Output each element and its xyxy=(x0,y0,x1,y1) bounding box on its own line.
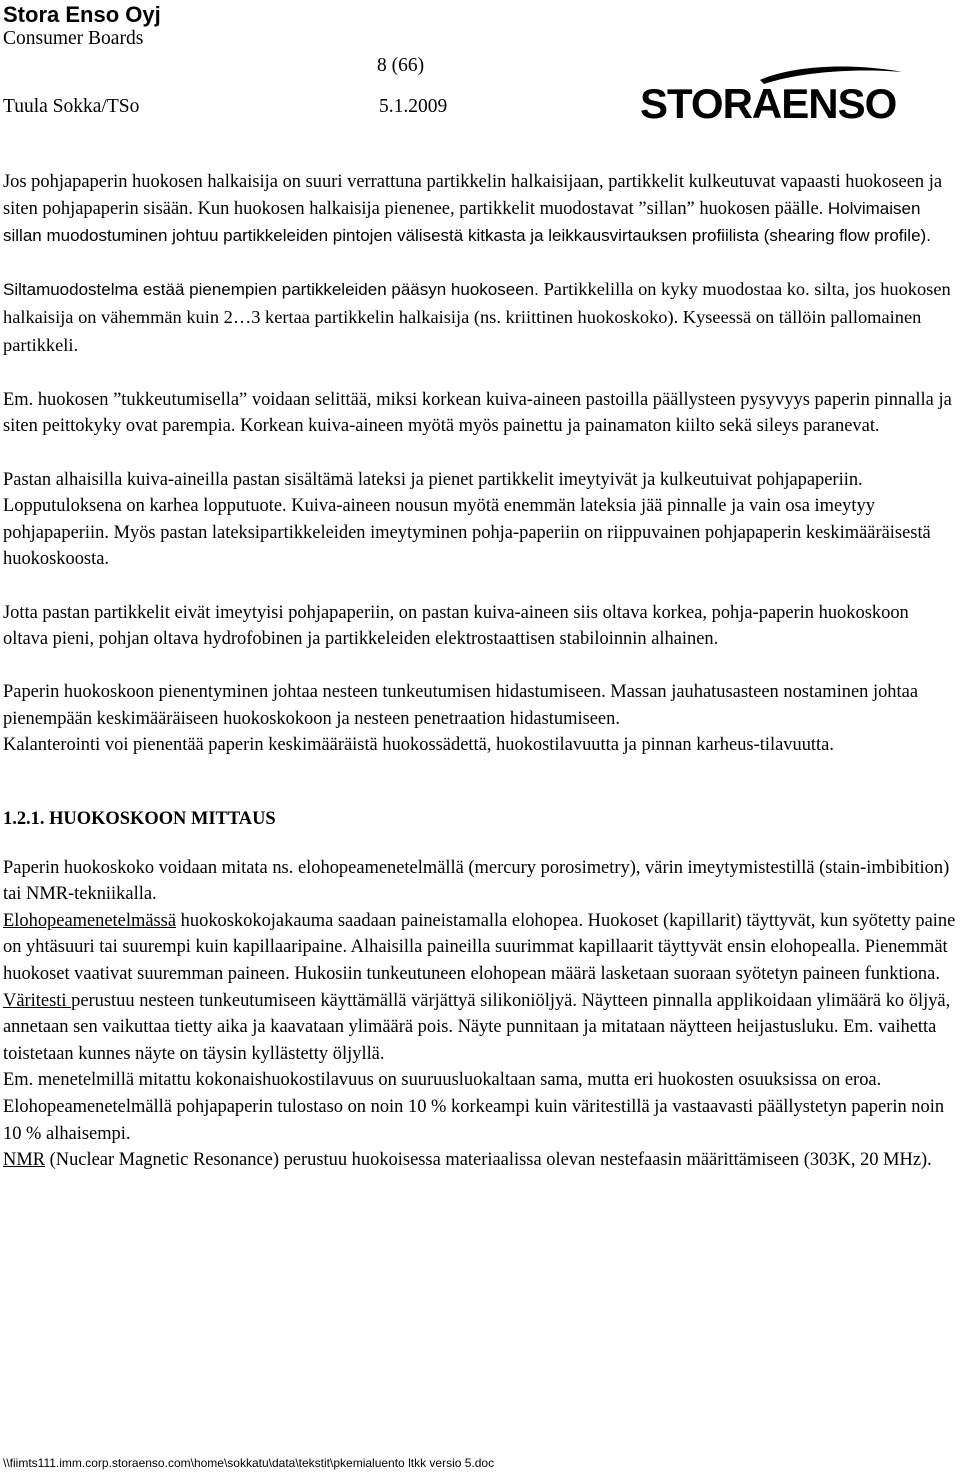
logo-graphic xyxy=(640,60,940,124)
mercury-text: huokoskokojakauma saadaan paineistamalla elohopea. Huokoset (kapillarit) täyttyvät, kun syötetty paine on yhtäsuuri tai suurempi kuin kapillaaripaine. Alhaisilla paineilla suurimmat kapillaarit täyttyvät ensin elohopealla. Pienemmät huokoset vaativat suuremman paineen. Hukosiin tunkeutuneen elohopean määrä lasketaan suoraan syötetyn paineen funktiona. xyxy=(3,909,956,984)
paragraph-2-text-a: Siltamuodostelma estää pienempien partikkeleiden pääsyn huokoseen. xyxy=(3,280,539,300)
footer-file-path: \\fiimts111.imm.corp.storaenso.com\home\sokkatu\data\tekstit\pkemialuento ltkk versio 5.doc xyxy=(3,1456,495,1470)
paragraph-1-text-b: Holvimaisen sillan muodostuminen johtuu partikkeleiden pintojen välisestä kitkasta ja leikkausvirtauksen profiilista (shearing flow profile). xyxy=(3,198,931,246)
stain-paragraph xyxy=(3,987,958,1067)
paragraph-7: Kalanterointi voi pienentää paperin keskimääräistä huokossädettä, huokostilavuutta ja pinnan karheus-tilavuutta. xyxy=(3,734,834,755)
nmr-term: NMR xyxy=(3,1149,46,1170)
paragraph-6: Paperin huokoskoon pienentyminen johtaa nesteen tunkeutumisen hidastumiseen. Massan jauhatusasteen nostaminen johtaa pienempään keskimääräiseen huokoskokoon ja nesteen penetraation hidastumiseen. xyxy=(3,681,919,728)
comparison-paragraph: Em. menetelmillä mitattu kokonaishuokostilavuus on suuruusluokaltaan sama, mutta eri huokosten osuuksissa on eroa. Elohopeamenetelmällä pohjapaperin tulostaso on noin 10 % korkeampi kuin väritestillä ja vastaavasti päällystetyn paperin noin 10 % alhaisempi. xyxy=(3,1069,945,1143)
mercury-term: Elohopeamenetelmässä xyxy=(3,909,177,930)
paragraph-3: Em. huokosen ”tukkeutumisella” voidaan selittää, miksi korkean kuiva-aineen pastoilla päällysteen pysyvyys paperin pinnalla ja siten peittokyky ovat parempia. Korkean kuiva-aineen myötä myös painettu ja painamaton kiilto sekä sileys paranevat. xyxy=(3,388,952,436)
stora-enso-logo xyxy=(640,60,940,124)
nmr-text: (Nuclear Magnetic Resonance) perustuu huokoisessa materiaalissa olevan nestefaasin määrittämiseen (303K, 20 MHz). xyxy=(45,1149,932,1170)
nmr-paragraph xyxy=(3,1146,958,1173)
paragraph-4: Pastan alhaisilla kuiva-aineilla pastan sisältämä lateksi ja pienet partikkelit imeytyivät ja kulkeutuivat pohjapaperiin. Lopputuloksena on karhea lopputuote. Kuiva-aineen nousun myötä enemmän lateksia jää pinnalle ja vain osa imeytyy pohjapaperiin. Myös pastan lateksipartikkeleiden imeytyminen pohja-paperiin on riippuvainen pohjapaperin keskimääräisestä huokoskoosta. xyxy=(3,468,931,569)
company-name: Stora Enso Oyj xyxy=(3,2,161,27)
logo-text: STORAENSO xyxy=(640,80,897,124)
mercury-paragraph xyxy=(3,907,958,987)
section-intro: Paperin huokoskoko voidaan mitata ns. elohopeamenetelmällä (mercury porosimetry), värin imeytymistestillä (stain-imbibition) tai NMR-tekniikalla. xyxy=(3,856,950,904)
document-body xyxy=(3,168,958,1173)
paragraph-1 xyxy=(3,168,958,250)
division-name: Consumer Boards xyxy=(3,28,144,49)
stain-term: Väritesti xyxy=(3,989,72,1010)
page-number: 8 (66) xyxy=(377,55,425,76)
section-heading: 1.2.1. HUOKOSKOON MITTAUS xyxy=(3,808,276,829)
author: Tuula Sokka/TSo xyxy=(3,96,140,117)
paragraph-1-text-a: Jos pohjapaperin huokosen halkaisija on suuri verrattuna partikkelin halkaisijaan, partikkelit kulkeutuvat vapaasti huokoseen ja siten pohjapaperin sisään. Kun huokosen halkaisija pienenee, partikkelit muodostavat ”sillan” huokosen päälle. xyxy=(3,171,943,218)
document-date: 5.1.2009 xyxy=(379,96,448,117)
paragraph-2 xyxy=(3,276,958,359)
stain-text: perustuu nesteen tunkeutumiseen käyttämällä värjättyä silikoniöljyä. Näytteen pinnalla applikoidaan ylimäärä ko öljyä, annetaan sen vaikuttaa tietty aika ja kaavataan ylimäärä pois. Näyte punnitaan ja mitataan näytteen heijastusluku. Em. vaihetta toistetaan kunnes näyte on täysin kyllästetty öljyllä. xyxy=(3,989,951,1063)
paragraph-2-text-b: Partikkelilla on kyky muodostaa ko. silta, jos huokosen halkaisija on vähemmän kuin 2…3 kertaa partikkelin halkaisija (ns. kriittinen huokoskoko). Kyseessä on tällöin pallomainen partikkeli. xyxy=(3,279,951,355)
paragraph-5: Jotta pastan partikkelit eivät imeytyisi pohjapaperiin, on pastan kuiva-aineen siis oltava korkea, pohja-paperin huokoskoon oltava pieni, pohjan oltava hydrofobinen ja partikkeleiden elektrostaattisen stabiloinnin alhainen. xyxy=(3,601,909,649)
